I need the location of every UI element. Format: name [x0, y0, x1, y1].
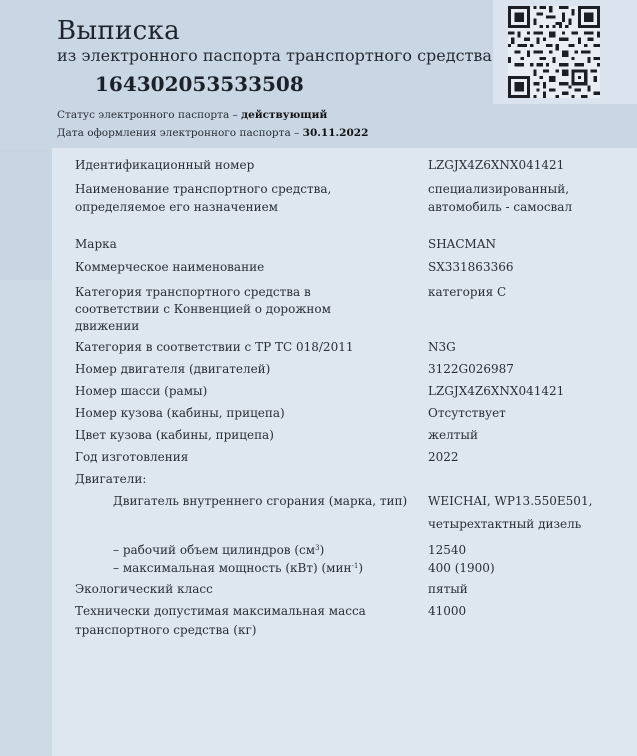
row-label: Категория транспортного средства в: [75, 285, 311, 299]
row-value: 41000: [428, 604, 467, 618]
label-text-end: ): [358, 561, 364, 575]
row-value: LZGJX4Z6XNX041421: [428, 384, 565, 398]
row-label: [113, 540, 443, 560]
row-label: Номер шасси (рамы): [75, 384, 208, 398]
date-label: Дата оформления электронного паспорта –: [57, 127, 303, 139]
date-value: 30.11.2022: [302, 127, 369, 139]
row-value: WEICHAI, WP13.550E501,: [428, 494, 593, 508]
row-value: 12540: [428, 543, 467, 557]
label-superscript: 3: [315, 544, 320, 552]
row-label: движении: [75, 319, 140, 333]
row-value: 400 (1900): [428, 561, 495, 575]
row-value: 3122G026987: [428, 362, 514, 376]
issue-date: [57, 127, 368, 139]
row-value: LZGJX4Z6XNX041421: [428, 158, 565, 172]
qr-code-icon: [508, 6, 600, 98]
row-label: Категория в соответствии с ТР ТС 018/2011: [75, 340, 354, 354]
row-label: [113, 558, 443, 578]
row-label: Год изготовления: [75, 450, 189, 464]
row-label: Двигатели:: [75, 472, 147, 486]
row-value: четырехтактный дизель: [428, 517, 582, 531]
row-label: Наименование транспортного средства,: [75, 182, 332, 196]
row-value: пятый: [428, 582, 468, 596]
row-label: Технически допустимая максимальная масса: [75, 604, 366, 618]
label-superscript: -1: [351, 562, 359, 570]
row-label: транспортного средства (кг): [75, 623, 257, 637]
row-label: Двигатель внутреннего сгорания (марка, тип): [113, 494, 408, 508]
document-title: Выписка: [57, 16, 180, 46]
row-label: Коммерческое наименование: [75, 260, 265, 274]
passport-status: [57, 109, 327, 121]
passport-number: 164302053533508: [95, 72, 304, 96]
row-value: 2022: [428, 450, 459, 464]
row-label: Марка: [75, 237, 117, 251]
label-text-end: ): [319, 543, 325, 557]
row-label: Идентификационный номер: [75, 158, 255, 172]
row-label: Номер кузова (кабины, прицепа): [75, 406, 285, 420]
row-label: Экологический класс: [75, 582, 213, 596]
row-value: автомобиль - самосвал: [428, 200, 573, 214]
label-text: – рабочий объем цилиндров (см: [113, 543, 316, 557]
row-value: специализированный,: [428, 182, 570, 196]
status-label: Статус электронного паспорта –: [57, 109, 242, 121]
row-value: SX331863366: [428, 260, 514, 274]
row-value: SHACMAN: [428, 237, 496, 251]
row-value: N3G: [428, 340, 456, 354]
left-band-accent: [0, 150, 52, 280]
row-value: желтый: [428, 428, 478, 442]
label-text: – максимальная мощность (кВт) (мин: [113, 561, 352, 575]
row-label: определяемое его назначением: [75, 200, 279, 214]
row-value: Отсутствует: [428, 406, 506, 420]
row-label: Номер двигателя (двигателей): [75, 362, 271, 376]
row-value: категория С: [428, 285, 507, 299]
document-subtitle: из электронного паспорта транспортного средства: [57, 46, 492, 65]
row-label: соответствии с Конвенцией о дорожном: [75, 302, 331, 316]
status-value: действующий: [241, 109, 328, 121]
row-label: Цвет кузова (кабины, прицепа): [75, 428, 274, 442]
